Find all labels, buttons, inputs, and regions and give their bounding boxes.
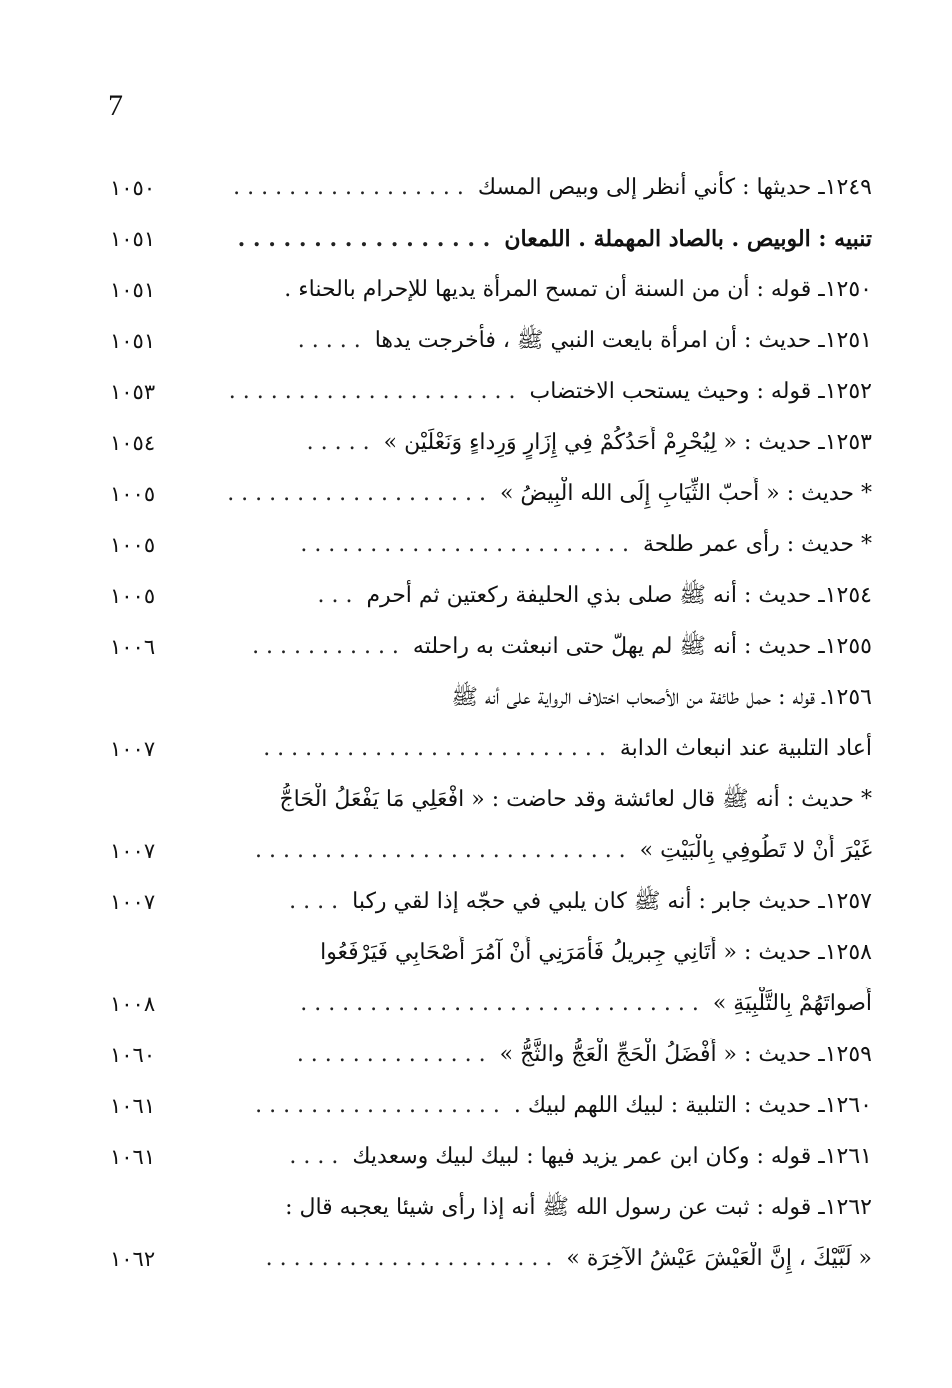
toc-page-number: ١٠٠٧: [110, 838, 156, 863]
toc-entry-title: ١٢٥٣ـ حديث : « لِيُحْرِمْ أَحَدُكُمْ فِي إِزَارٍ وَرِداءٍ وَنَعْلَيْن »: [383, 429, 872, 455]
toc-entry: [110, 519, 872, 570]
toc-entry-text: [194, 171, 872, 205]
toc-leader-dots: . . . .: [289, 1143, 339, 1169]
toc-leader-dots: . . . . . . . . . . . . . . . . . . . . . . . . . . .: [255, 837, 626, 863]
toc-entry-title: تنبيه : الوبيص . بالصاد المهملة . اللمعان: [504, 225, 872, 252]
toc-page-number: ١٠٦١: [110, 1093, 156, 1118]
toc-entry: [110, 264, 872, 315]
toc-leader-dots: . . . . . . . . . . . . . . . . . . . . . . . . . . . . .: [300, 990, 699, 1016]
toc-entry-title: ١٢٥٩ـ حديث : « أَفْضَلُ الْحَجِّ الْعَجُّ والثَّجُّ »: [499, 1041, 872, 1067]
toc-entry-title: ١٢٥٥ـ حديث : أنه ﷺ لم يهلّ حتى انبعثت به راحلته: [412, 633, 872, 659]
toc-page-number: ١٠٠٥: [110, 481, 156, 506]
toc-leader-dots: . . . . . . . . . . . . . . . . .: [233, 174, 464, 200]
toc-entry-title: ١٢٥١ـ حديث : أن امرأة بايعت النبي ﷺ ، فأخرجت يدها: [374, 327, 872, 353]
toc-entry: [110, 1182, 872, 1233]
toc-entry: [110, 621, 872, 672]
toc-entry: [110, 1080, 872, 1131]
toc-page-number: ١٠٦٠: [110, 1042, 156, 1067]
toc-entry: [110, 366, 872, 417]
toc-leader-dots: [306, 940, 320, 965]
toc-leader-dots: . . . . . . . . . . . . . .: [296, 1041, 486, 1067]
toc-entry-text: [194, 732, 872, 766]
toc-entry: [110, 162, 872, 213]
toc-leader-dots: . . . . . . . . . . . . . . . . . . . . . . . .: [300, 531, 630, 557]
toc-entry-text: [194, 885, 872, 919]
toc-entry-text: [194, 273, 872, 307]
toc-page-number: ١٠٠٥: [110, 532, 156, 557]
toc-entry-title: ١٢٦٢ـ قوله : ثبت عن رسول الله ﷺ أنه إذا رأى شيئا يعجبه قال :: [285, 1194, 872, 1220]
toc-entry-title: * حديث : رأى عمر طلحة: [643, 531, 872, 557]
toc-entry: [110, 978, 872, 1029]
toc-entry-text: [194, 936, 872, 970]
toc-page-number: ١٠٠٧: [110, 889, 156, 914]
toc-leader-dots: . . . .: [289, 888, 339, 914]
toc-entry: [110, 774, 872, 825]
toc-entry-text: [194, 324, 872, 358]
toc-entry-text: [194, 834, 872, 868]
toc-entry-title: * حديث : « أَحبّ الثِّيَابِ إِلَى الله الْبِيضُ »: [499, 480, 872, 506]
toc-entry-text: [194, 1191, 872, 1225]
toc-leader-dots: . . .: [317, 582, 353, 608]
toc-entry-title: ١٢٦٠ـ حديث : التلبية : لبيك اللهم لبيك .: [513, 1092, 872, 1118]
toc-page-number: ١٠٦٢: [110, 1246, 156, 1271]
toc-page-number: ١٠٠٧: [110, 736, 156, 761]
toc-entry: [110, 315, 872, 366]
toc-entry-text: [194, 987, 872, 1021]
toc-leader-dots: [437, 685, 451, 710]
toc-entry: [110, 723, 872, 774]
toc-leader-dots: [265, 787, 279, 812]
toc-entry: [110, 1029, 872, 1080]
toc-entry-title: غَيْرَ أَنْ لا تَطُوفِي بِالْبَيْتِ »: [639, 837, 872, 863]
toc-page-number: ١٠٠٦: [110, 634, 156, 659]
toc-entry-title: ١٢٥٠ـ قوله : أن من السنة أن تمسح المرأة يديها للإحرام بالحناء .: [284, 276, 872, 302]
toc-entry-title: ١٢٥٤ـ حديث : أنه ﷺ صلى بذي الحليفة ركعتين ثم أحرم: [366, 582, 872, 608]
toc-entry: [110, 1233, 872, 1284]
toc-page-number: ١٠٥٣: [110, 379, 156, 404]
toc-page-number: ١٠٥١: [110, 277, 156, 302]
toc-entry: [110, 672, 872, 723]
page-number: 7: [108, 89, 123, 122]
toc-entry-text: [194, 1140, 872, 1174]
toc-leader-dots: . . . . . . . . . . . . . . . . . . . . . . . . .: [263, 735, 606, 761]
toc-page-number: ١٠٥١: [110, 328, 156, 353]
toc-entry: [110, 213, 872, 264]
toc-leader-dots: . . . . . . . . . . .: [252, 633, 399, 659]
toc-entry-title: ١٢٥٨ـ حديث : « أَتَانِي جِبريلُ فَأَمَرَنِي أَنْ آمُرَ أَصْحَابِي فَيَرْفَعُوا: [320, 939, 872, 965]
toc-entry-title: ١٢٥٦ـ قوله : حمل طائفة من الأصحاب اختلاف الرواية على أنه ﷺ: [451, 684, 872, 710]
toc-entry-text: [194, 375, 872, 409]
toc-entry-title: ١٢٤٩ـ حديثها : كأني أنظر إلى وبيص المسك: [477, 174, 872, 200]
toc-entry: [110, 825, 872, 876]
toc-page-number: ١٠٠٥: [110, 583, 156, 608]
toc-entry-title: « لَبَّيْكَ ، إِنَّ الْعَيْشَ عَيْشُ الآخِرَة »: [566, 1245, 872, 1271]
toc-entry-text: [194, 1038, 872, 1072]
toc-leader-dots: . . . . . . . . . . . . . . . . .: [237, 225, 491, 252]
toc-entry: [110, 570, 872, 621]
toc-page-number: ١٠٦١: [110, 1144, 156, 1169]
toc-leader-dots: [270, 277, 284, 302]
toc-entry-text: [194, 1089, 872, 1123]
toc-entry-text: [194, 528, 872, 562]
toc-page-number: ١٠٥٤: [110, 430, 156, 455]
toc-entry-title: أعاد التلبية عند انبعاث الدابة: [619, 735, 872, 761]
toc-leader-dots: [271, 1195, 285, 1220]
table-of-contents: [110, 162, 872, 1284]
toc-leader-dots: . . . . . . . . . . . . . . . . . . . . .: [228, 378, 516, 404]
toc-page-number: ١٠٥٠: [110, 175, 156, 200]
toc-entry: [110, 876, 872, 927]
toc-leader-dots: . . . . . . . . . . . . . . . . . . .: [227, 480, 486, 506]
toc-page-number: ١٠٥١: [110, 226, 156, 251]
toc-entry-text: [194, 222, 872, 256]
toc-entry-text: [194, 783, 872, 817]
toc-leader-dots: . . . . .: [306, 429, 370, 455]
toc-entry-text: [194, 477, 872, 511]
toc-leader-dots: . . . . . . . . . . . . . . . . . . . . .: [265, 1245, 553, 1271]
toc-entry-text: [194, 630, 872, 664]
toc-entry: [110, 1131, 872, 1182]
toc-leader-dots: . . . . .: [297, 327, 361, 353]
toc-entry-title: * حديث : أنه ﷺ قال لعائشة وقد حاضت : « افْعَلِي مَا يَفْعَلُ الْحَاجُّ: [279, 786, 872, 812]
toc-entry-text: [194, 681, 872, 715]
toc-entry-title: أَصواتَهُمْ بِالتَّلْبِيَةِ »: [712, 990, 872, 1016]
toc-entry-text: [194, 426, 872, 460]
toc-entry-title: ١٢٥٢ـ قوله : وحيث يستحب الاختضاب: [529, 378, 872, 404]
toc-entry: [110, 468, 872, 519]
toc-entry: [110, 927, 872, 978]
toc-entry: [110, 417, 872, 468]
toc-leader-dots: . . . . . . . . . . . . . . . . . .: [255, 1092, 500, 1118]
toc-entry-title: ١٢٥٧ـ حديث جابر : أنه ﷺ كان يلبي في حجّه إذا لقي ركبا: [352, 888, 872, 914]
toc-entry-title: ١٢٦١ـ قوله : وكان ابن عمر يزيد فيها : لبيك لبيك وسعديك: [352, 1143, 872, 1169]
toc-entry-text: [194, 1242, 872, 1276]
toc-page-number: ١٠٠٨: [110, 991, 156, 1016]
toc-entry-text: [194, 579, 872, 613]
